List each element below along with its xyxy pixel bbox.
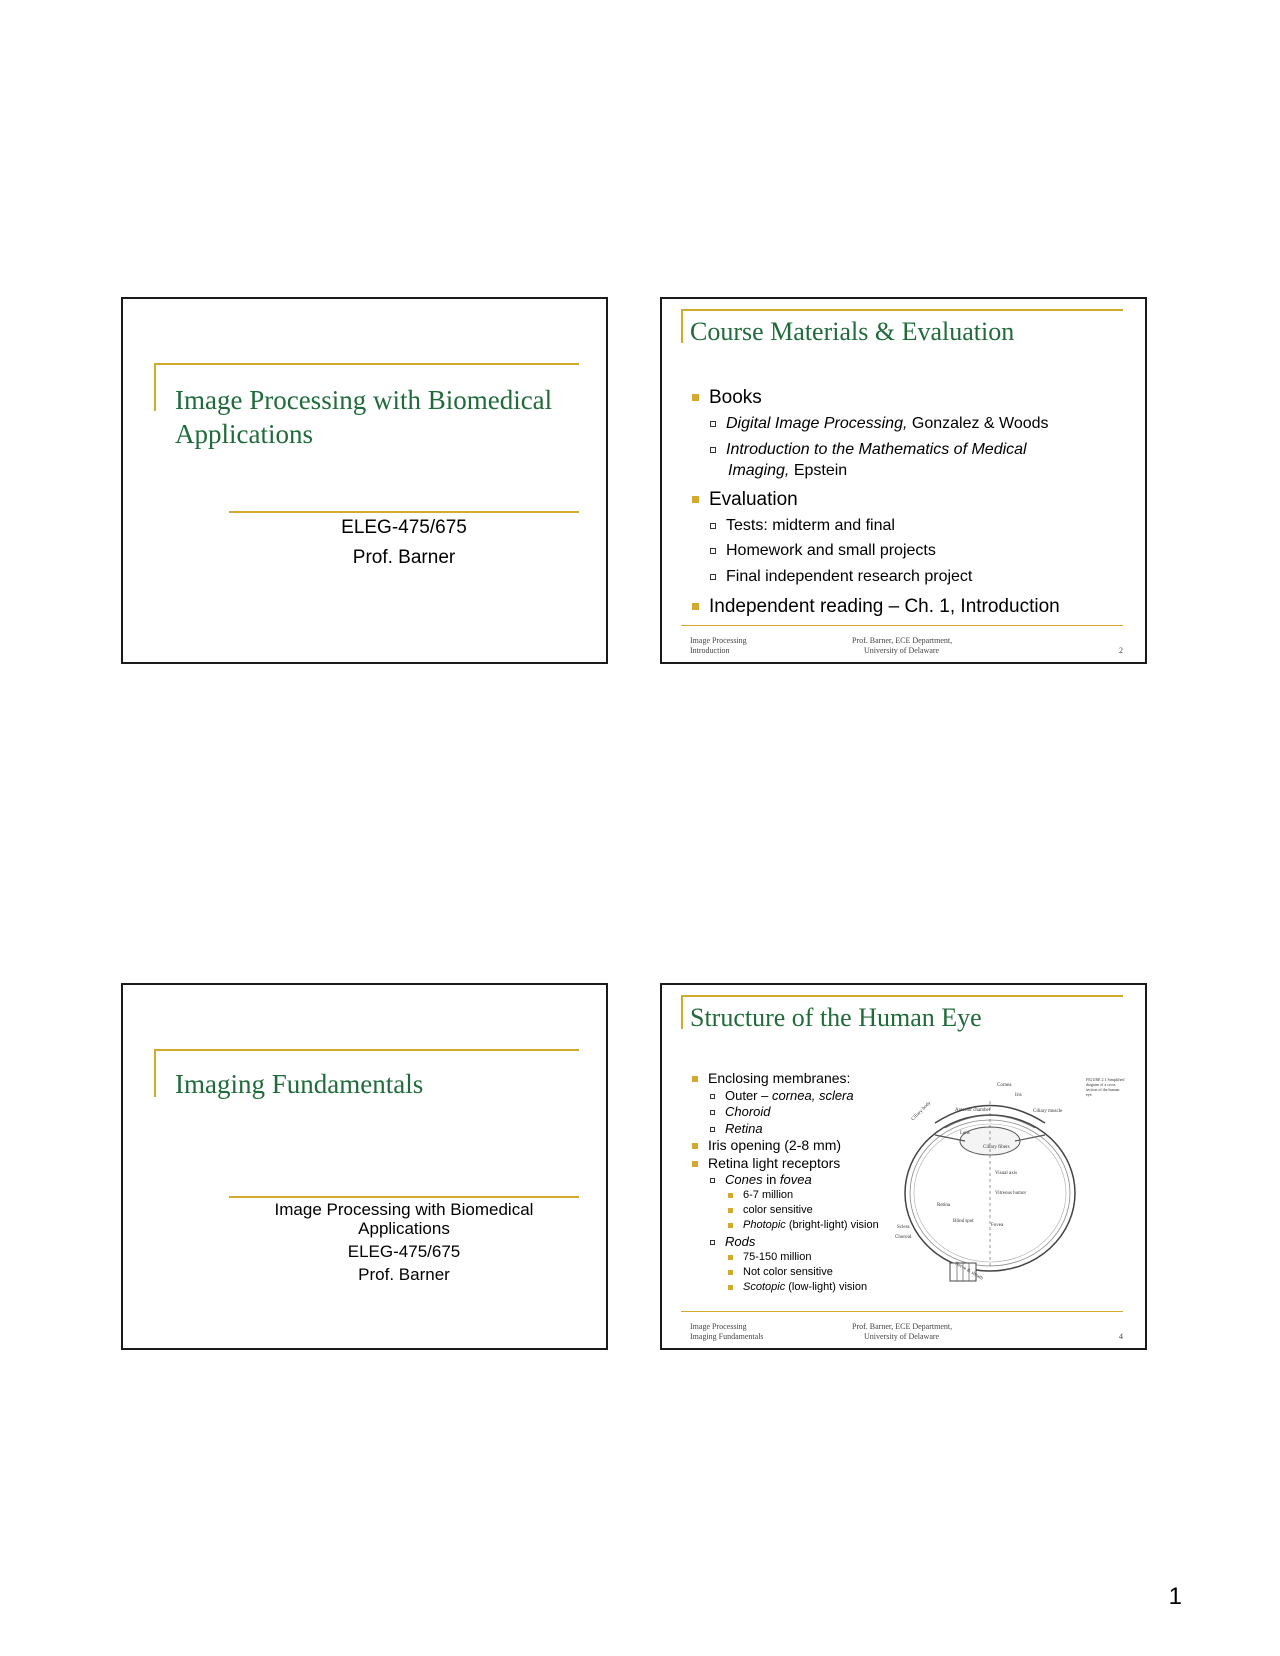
list-item-text-italic: Scotopic bbox=[743, 1281, 786, 1293]
slide-2 bbox=[660, 297, 1147, 664]
list-item-reading bbox=[692, 596, 1060, 618]
slide-1 bbox=[121, 297, 608, 664]
list-item-cones bbox=[710, 1172, 812, 1187]
label-anterior-chamber: Anterior chamber bbox=[955, 1108, 991, 1113]
label-cornea: Cornea bbox=[997, 1083, 1012, 1088]
label-nerve-sheath: Nerve & sheath bbox=[953, 1261, 984, 1282]
box-bullet-icon bbox=[710, 1178, 715, 1183]
human-eye-diagram bbox=[895, 1083, 1085, 1283]
list-item-cones-1 bbox=[728, 1189, 793, 1201]
footer-left-line1: Image Processing bbox=[690, 1322, 747, 1331]
square-bullet-icon bbox=[728, 1208, 733, 1213]
title-accent-vertical bbox=[681, 995, 683, 1029]
course-code: ELEG-475/675 bbox=[347, 1242, 461, 1261]
list-item-text-italic: fovea bbox=[779, 1172, 812, 1187]
box-bullet-icon bbox=[710, 1240, 715, 1245]
list-item-text: Not color sensitive bbox=[743, 1266, 833, 1278]
list-item-iris bbox=[692, 1137, 841, 1153]
list-item-text: Enclosing membranes: bbox=[708, 1070, 851, 1086]
slide-number: 2 bbox=[1119, 646, 1123, 655]
list-item-text: Outer – bbox=[725, 1088, 772, 1103]
list-item-rods bbox=[710, 1234, 755, 1249]
list-item-text: Independent reading – Ch. 1, Introduction bbox=[709, 596, 1060, 617]
label-vitreous-humor: Vitreous humor bbox=[995, 1191, 1027, 1196]
page-number: 1 bbox=[1168, 1583, 1182, 1610]
label-choroid: Choroid bbox=[895, 1235, 912, 1240]
figure-caption: FIGURE 2.1 Simplified diagram of a cross section of the human eye. bbox=[1086, 1077, 1125, 1097]
list-item-rods-3 bbox=[728, 1281, 867, 1293]
label-iris: Iris bbox=[1015, 1093, 1022, 1098]
slide-title: Course Materials & Evaluation bbox=[690, 317, 1015, 346]
list-item-eval3 bbox=[710, 568, 972, 586]
book-title: Introduction to the Mathematics of Medical bbox=[726, 441, 1027, 458]
label-ciliary-body: Ciliary body bbox=[910, 1100, 933, 1123]
list-item-text-italic: Choroid bbox=[725, 1104, 771, 1119]
list-item-text: Iris opening (2-8 mm) bbox=[708, 1137, 842, 1153]
slide-4 bbox=[660, 983, 1147, 1350]
book-title: Digital Image Processing, bbox=[726, 415, 908, 432]
list-item-text: Final independent research project bbox=[726, 568, 973, 585]
professor-name: Prof. Barner bbox=[352, 547, 456, 568]
square-bullet-icon bbox=[692, 603, 699, 610]
list-item-books bbox=[692, 387, 762, 409]
list-item-text: 75-150 million bbox=[743, 1251, 812, 1263]
list-item-text-italic: Rods bbox=[725, 1234, 756, 1249]
slide-title: Imaging Fundamentals bbox=[175, 1069, 424, 1099]
list-item-text: (bright-light) vision bbox=[785, 1219, 879, 1231]
list-item-text-italic: Photopic bbox=[743, 1219, 786, 1231]
square-bullet-icon bbox=[728, 1270, 733, 1275]
label-ciliary-muscle: Ciliary muscle bbox=[1033, 1109, 1063, 1114]
square-bullet-icon bbox=[692, 496, 699, 503]
list-item-evaluation bbox=[692, 489, 798, 511]
box-bullet-icon bbox=[710, 574, 716, 580]
footer-mid-line1: Prof. Barner, ECE Department, bbox=[852, 1322, 953, 1331]
list-item-text: 6-7 million bbox=[743, 1189, 794, 1201]
title-accent-horizontal bbox=[681, 995, 1123, 997]
label-ciliary-fibers: Ciliary fibers bbox=[983, 1145, 1010, 1150]
footer-mid-line2: University of Delaware bbox=[864, 646, 940, 655]
square-bullet-icon bbox=[692, 394, 699, 401]
footer-mid-line1: Prof. Barner, ECE Department, bbox=[852, 636, 953, 645]
list-item-retina bbox=[710, 1121, 763, 1136]
course-code: ELEG-475/675 bbox=[341, 517, 467, 538]
list-item-enclosing bbox=[692, 1070, 850, 1086]
slide-title bbox=[175, 383, 552, 451]
slide-title: Structure of the Human Eye bbox=[690, 1003, 982, 1032]
title-accent-horizontal bbox=[154, 363, 579, 365]
footer-left bbox=[690, 636, 747, 656]
subtitle-divider bbox=[229, 511, 579, 513]
list-item-rods-1 bbox=[728, 1251, 811, 1263]
footer-divider bbox=[681, 1311, 1123, 1312]
square-bullet-icon bbox=[728, 1285, 733, 1290]
label-sclera: Sclera bbox=[897, 1225, 910, 1230]
list-item-text: in bbox=[762, 1172, 780, 1187]
title-accent-vertical bbox=[154, 363, 156, 411]
list-item-cones-2 bbox=[728, 1204, 813, 1216]
label-visual-axis: Visual axis bbox=[995, 1171, 1018, 1176]
slide-title-line2: Applications bbox=[175, 419, 313, 449]
footer-left-line1: Image Processing bbox=[690, 636, 747, 645]
slide-3 bbox=[121, 983, 608, 1350]
square-bullet-icon bbox=[692, 1143, 698, 1149]
box-bullet-icon bbox=[710, 548, 716, 554]
book-title-cont: Imaging, bbox=[728, 462, 790, 479]
box-bullet-icon bbox=[710, 523, 716, 529]
list-item-rods-2 bbox=[728, 1266, 833, 1278]
list-item-choroid bbox=[710, 1104, 771, 1119]
book-author: Epstein bbox=[789, 462, 848, 479]
footer-divider bbox=[681, 625, 1123, 626]
title-accent-horizontal bbox=[681, 309, 1123, 311]
square-bullet-icon bbox=[692, 1076, 698, 1082]
label-fovea: Fovea bbox=[991, 1223, 1004, 1228]
list-item-cones-3 bbox=[728, 1219, 879, 1231]
label-lens: Lens bbox=[960, 1131, 970, 1136]
subtitle-divider bbox=[229, 1196, 579, 1198]
list-item-text: Tests: midterm and final bbox=[726, 517, 895, 534]
square-bullet-icon bbox=[728, 1223, 733, 1228]
subtitle-line1: Image Processing with Biomedical bbox=[274, 1200, 534, 1219]
title-accent-vertical bbox=[154, 1049, 156, 1097]
list-item-book2 bbox=[710, 441, 1027, 459]
professor-name: Prof. Barner bbox=[358, 1265, 450, 1284]
list-item-text: Retina light receptors bbox=[708, 1155, 841, 1171]
list-item-book1 bbox=[710, 415, 1049, 433]
footer-left-line2: Introduction bbox=[690, 646, 730, 655]
title-accent-horizontal bbox=[154, 1049, 579, 1051]
slide-title-line1: Image Processing with Biomedical bbox=[175, 385, 553, 415]
list-item-text-italic: Cones bbox=[725, 1172, 763, 1187]
list-item-text: Homework and small projects bbox=[726, 542, 936, 559]
list-item-text: color sensitive bbox=[743, 1204, 813, 1216]
list-item-book2-cont bbox=[728, 462, 847, 480]
list-item-text: Books bbox=[709, 387, 762, 408]
list-item-eval2 bbox=[710, 542, 936, 560]
subtitle-block bbox=[229, 1200, 579, 1284]
list-item-outer bbox=[710, 1088, 854, 1103]
box-bullet-icon bbox=[710, 1110, 715, 1115]
slide-number: 4 bbox=[1119, 1332, 1123, 1341]
list-item-text: Evaluation bbox=[709, 489, 798, 510]
subtitle-line2: Applications bbox=[358, 1219, 450, 1238]
box-bullet-icon bbox=[710, 447, 716, 453]
list-item-eval1 bbox=[710, 517, 895, 535]
list-item-text: (low-light) vision bbox=[785, 1281, 868, 1293]
label-blind-spot: Blind spot bbox=[953, 1219, 974, 1224]
list-item-text-italic: Retina bbox=[725, 1121, 763, 1136]
footer-middle bbox=[852, 1322, 1052, 1342]
square-bullet-icon bbox=[728, 1193, 733, 1198]
footer-mid-line2: University of Delaware bbox=[864, 1332, 940, 1341]
box-bullet-icon bbox=[710, 1094, 715, 1099]
footer-left bbox=[690, 1322, 764, 1342]
list-item-receptors bbox=[692, 1155, 840, 1171]
title-accent-vertical bbox=[681, 309, 683, 343]
footer-left-line2: Imaging Fundamentals bbox=[690, 1332, 764, 1341]
square-bullet-icon bbox=[728, 1255, 733, 1260]
label-retina: Retina bbox=[937, 1203, 951, 1208]
square-bullet-icon bbox=[692, 1161, 698, 1167]
box-bullet-icon bbox=[710, 421, 716, 427]
box-bullet-icon bbox=[710, 1127, 715, 1132]
list-item-text-italic: cornea, sclera bbox=[771, 1088, 854, 1103]
book-author: Gonzalez & Woods bbox=[907, 415, 1049, 432]
footer-middle bbox=[852, 636, 1052, 656]
